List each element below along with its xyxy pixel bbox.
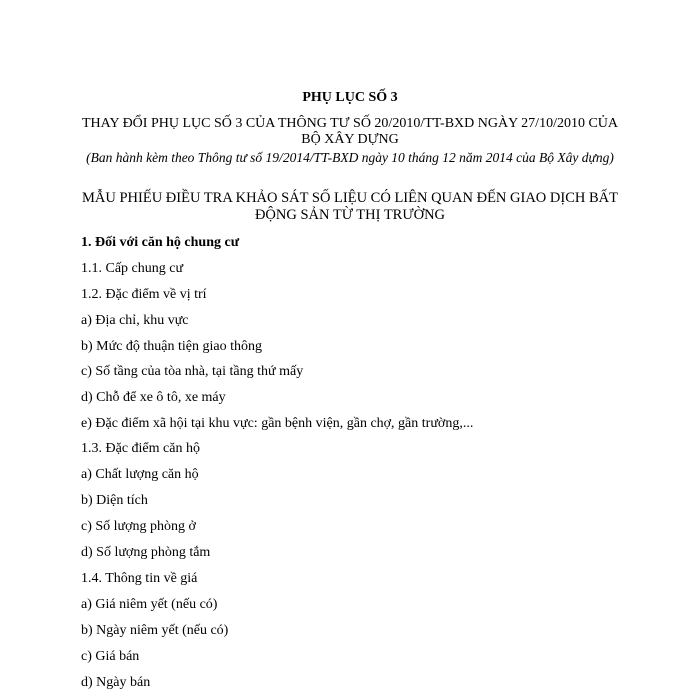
form-title: MẪU PHIẾU ĐIỀU TRA KHẢO SÁT SỐ LIỆU CÓ LIÊN QUAN ĐẾN GIAO DỊCH BẤT ĐỘNG SẢN TỪ THỊ TRƯỜNG bbox=[82, 190, 618, 223]
list-item: c) Giá bán bbox=[81, 649, 140, 664]
list-item: 1.1. Cấp chung cư bbox=[81, 261, 184, 276]
list-item: 1.3. Đặc điểm căn hộ bbox=[81, 441, 200, 456]
appendix-title: PHỤ LỤC SỐ 3 bbox=[302, 90, 398, 105]
list-item: a) Giá niêm yết (nếu có) bbox=[81, 597, 218, 612]
list-item: b) Diện tích bbox=[81, 493, 148, 508]
list-item: c) Số lượng phòng ở bbox=[81, 519, 196, 534]
list-item: 1.2. Đặc điểm về vị trí bbox=[81, 287, 207, 302]
list-item: 1.4. Thông tin về giá bbox=[81, 571, 198, 586]
list-item: a) Chất lượng căn hộ bbox=[81, 467, 199, 482]
list-item: d) Chỗ để xe ô tô, xe máy bbox=[81, 390, 226, 405]
list-item: c) Số tầng của tòa nhà, tại tầng thứ mấy bbox=[81, 364, 304, 379]
list-item: b) Mức độ thuận tiện giao thông bbox=[81, 339, 263, 354]
section-apartment-heading: 1. Đối với căn hộ chung cư bbox=[81, 235, 240, 250]
list-item: d) Ngày bán bbox=[81, 675, 151, 690]
list-item: e) Đặc điểm xã hội tại khu vực: gần bệnh viện, gần chợ, gần trường,... bbox=[81, 416, 474, 431]
list-item: b) Ngày niêm yết (nếu có) bbox=[81, 623, 229, 638]
list-item: d) Số lượng phòng tắm bbox=[81, 545, 211, 560]
replacement-title: THAY ĐỔI PHỤ LỤC SỐ 3 CỦA THÔNG TƯ SỐ 20/2010/TT-BXD NGÀY 27/10/2010 CỦA BỘ XÂY DỰNG bbox=[81, 116, 619, 147]
list-item: a) Địa chỉ, khu vực bbox=[81, 313, 189, 328]
issued-note: (Ban hành kèm theo Thông tư số 19/2014/TT-BXD ngày 10 tháng 12 năm 2014 của Bộ Xây dựng) bbox=[86, 150, 614, 165]
